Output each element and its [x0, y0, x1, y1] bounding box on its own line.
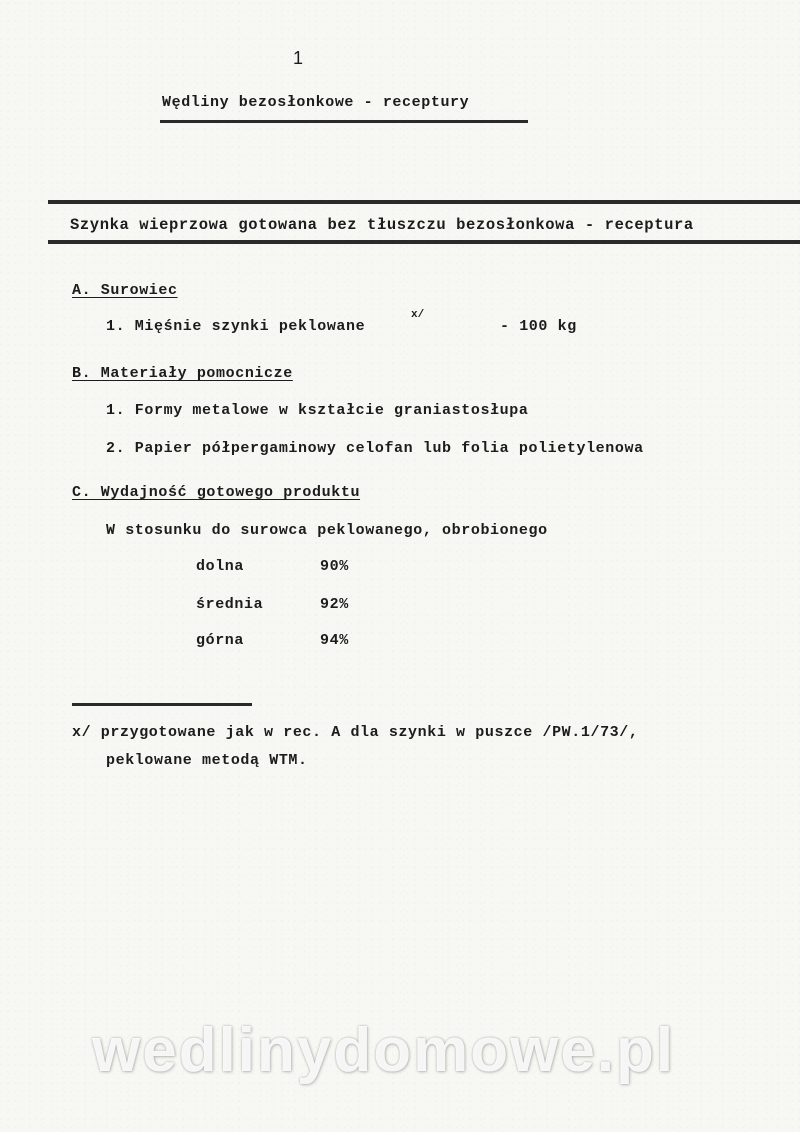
yield-label-high: górna — [196, 632, 245, 649]
section-b-item-1: 1. Formy metalowe w kształcie graniastosłupa — [106, 402, 529, 419]
header-rule-bottom — [48, 240, 800, 244]
section-a-item-1-value: - 100 kg — [500, 318, 577, 335]
page-number: 1 — [293, 48, 304, 68]
recipe-subtitle: Szynka wieprzowa gotowana bez tłuszczu bezosłonkowa - receptura — [70, 216, 694, 234]
yield-value-high: 94% — [320, 632, 349, 649]
yield-label-low: dolna — [196, 558, 245, 575]
yield-value-mid: 92% — [320, 596, 349, 613]
section-c-intro: W stosunku do surowca peklowanego, obrobionego — [106, 522, 548, 539]
yield-value-low: 90% — [320, 558, 349, 575]
footnote-marker: x/ — [411, 309, 425, 321]
footnote-line-2: peklowane metodą WTM. — [106, 752, 308, 769]
footnote-line-1: x/ przygotowane jak w rec. A dla szynki w puszce /PW.1/73/, — [72, 724, 639, 741]
section-a-heading: A. Surowiec — [72, 282, 178, 299]
footnote-separator — [72, 703, 252, 706]
yield-label-mid: średnia — [196, 596, 264, 613]
page-title: Wędliny bezosłonkowe - receptury — [162, 94, 470, 111]
header-rule-top — [48, 200, 800, 204]
section-a-item-1: 1. Mięśnie szynki peklowane — [106, 318, 366, 335]
watermark: wedlinydomowe.pl — [92, 1016, 676, 1085]
section-b-heading: B. Materiały pomocnicze — [72, 365, 293, 382]
section-c-heading: C. Wydajność gotowego produktu — [72, 484, 361, 501]
title-underline — [160, 120, 528, 123]
section-b-item-2: 2. Papier półpergaminowy celofan lub folia polietylenowa — [106, 440, 644, 457]
